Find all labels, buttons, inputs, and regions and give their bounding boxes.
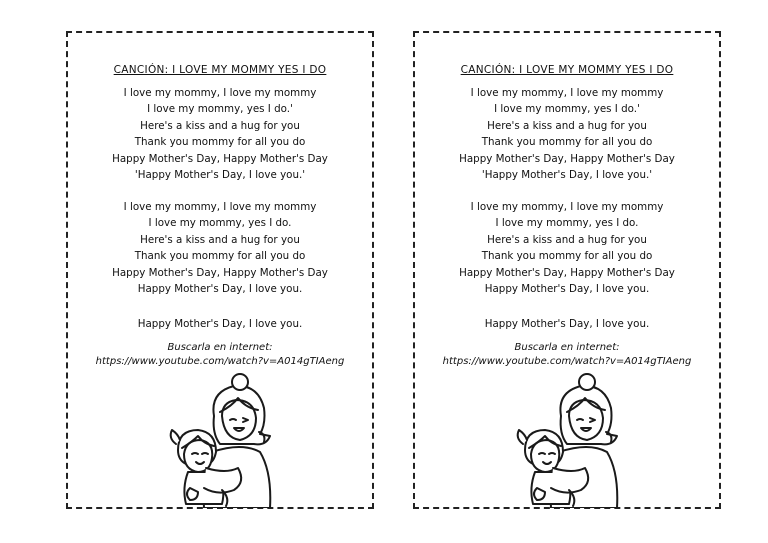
lyric-line: Here's a kiss and a hug for you [140,119,300,132]
lyric-line: 'Happy Mother's Day, I love you.' [481,169,653,182]
lyric-line: Happy Mother's Day, Happy Mother's Day [459,266,675,279]
closing-line: Happy Mother's Day, I love you. [484,318,650,330]
lyric-line: Here's a kiss and a hug for you [140,233,300,246]
search-url-link[interactable]: https://www.youtube.com/watch?v=A014gTIAeng [95,356,345,367]
search-label: Buscarla en internet: [514,342,620,353]
lyric-line: Thank you mommy for all you do [481,136,653,149]
lyric-line: Thank you mommy for all you do [134,136,306,149]
lyric-line: I love my mommy, yes I do. [148,217,292,230]
lyric-line: I love my mommy, I love my mommy [470,201,664,213]
search-label: Buscarla en internet: [167,342,273,353]
mother-hugging-child-icon [489,372,649,508]
closing-line: Happy Mother's Day, I love you. [137,318,303,330]
verse-2 [68,199,372,297]
verse-2 [415,199,719,297]
lyric-line: I love my mommy, I love my mommy [123,201,317,213]
lyric-line: Thank you mommy for all you do [481,250,653,263]
song-card-left [66,31,374,509]
verse-1 [68,85,372,183]
lyric-line: Happy Mother's Day, Happy Mother's Day [112,266,328,279]
lyric-line: Here's a kiss and a hug for you [487,233,647,246]
lyric-line: Happy Mother's Day, I love you. [137,283,303,296]
search-url-link[interactable]: https://www.youtube.com/watch?v=A014gTIAeng [442,356,692,367]
lyric-line: Here's a kiss and a hug for you [487,119,647,132]
song-card-right [413,31,721,509]
song-title: CANCIÓN: I LOVE MY MOMMY YES I DO [460,64,674,76]
lyric-line: I love my mommy, yes I do. [495,217,639,230]
lyric-line: I love my mommy, I love my mommy [470,87,664,99]
song-title: CANCIÓN: I LOVE MY MOMMY YES I DO [113,64,327,76]
mother-hugging-child-icon [142,372,302,508]
lyric-line: I love my mommy, yes I do.' [147,103,293,116]
lyric-line: Happy Mother's Day, Happy Mother's Day [459,152,675,165]
lyric-line: Happy Mother's Day, Happy Mother's Day [112,152,328,165]
lyric-line: Happy Mother's Day, I love you. [484,283,650,296]
verse-1 [415,85,719,183]
lyric-line: Thank you mommy for all you do [134,250,306,263]
lyric-line: I love my mommy, yes I do.' [494,103,640,116]
lyric-line: 'Happy Mother's Day, I love you.' [134,169,306,182]
lyric-line: I love my mommy, I love my mommy [123,87,317,99]
